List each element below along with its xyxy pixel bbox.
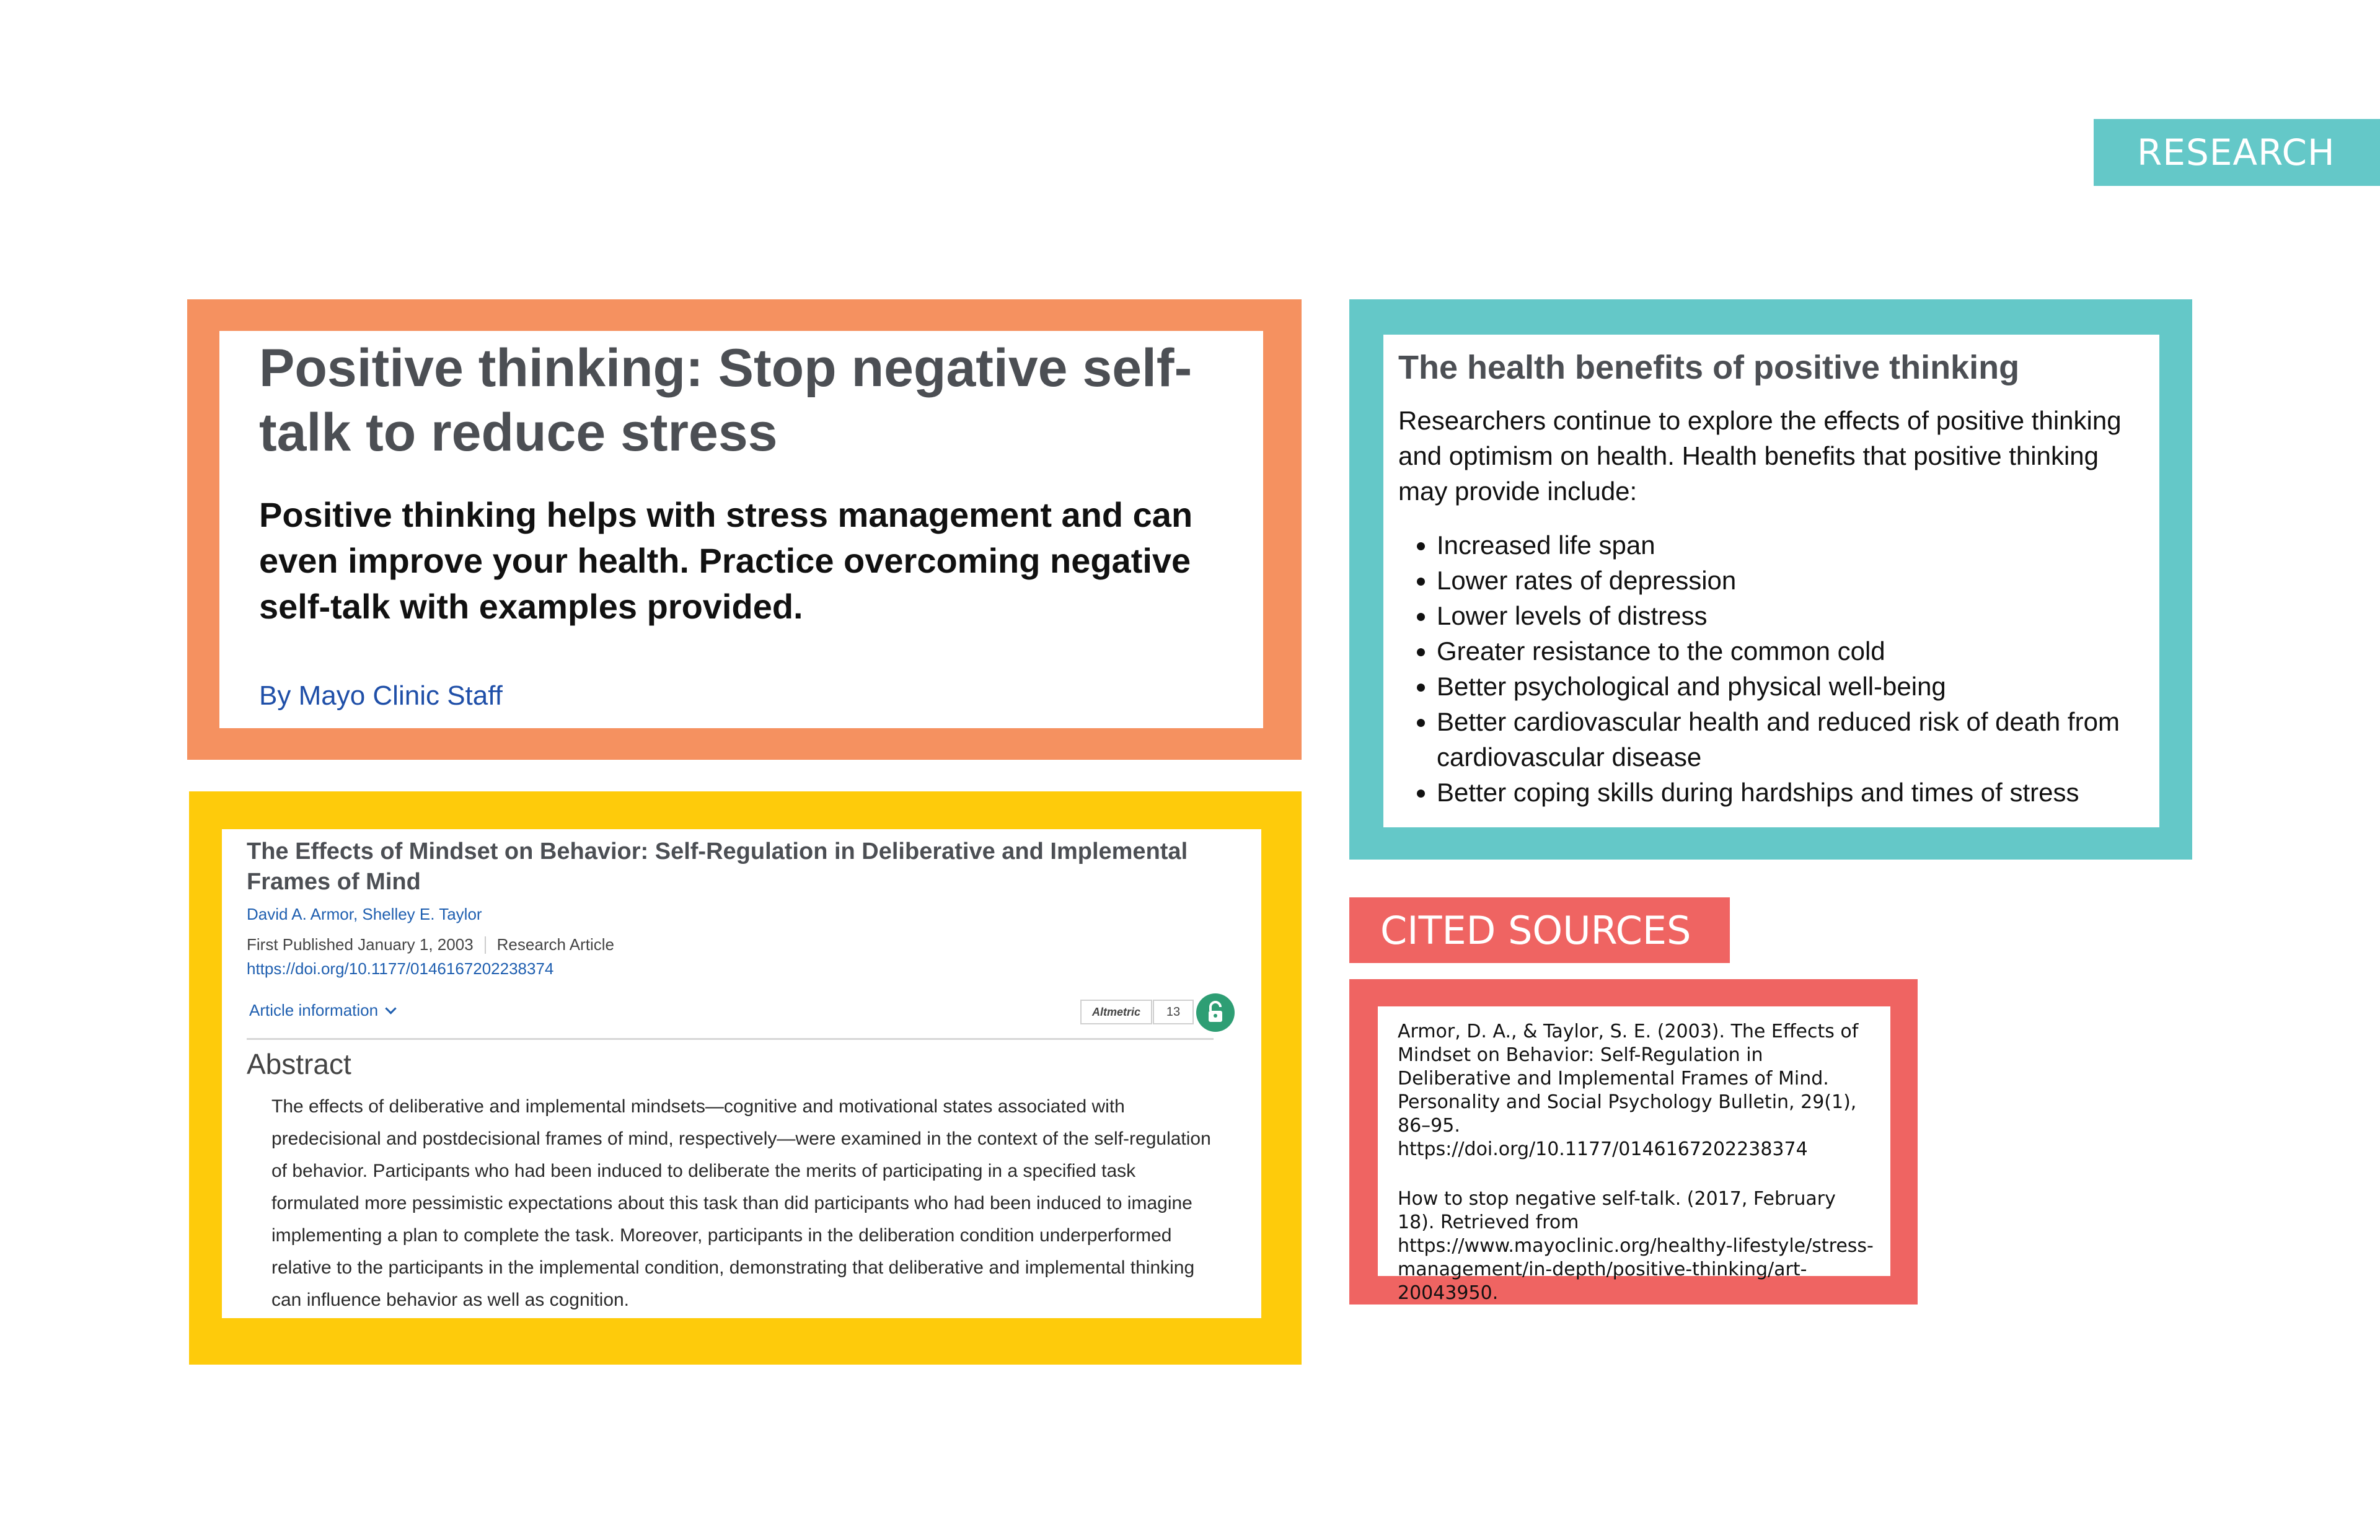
cited-sources-tag: CITED SOURCES <box>1349 897 1730 963</box>
paper-meta <box>247 935 1236 954</box>
paper-authors-link[interactable]: David A. Armor, Shelley E. Taylor <box>247 905 482 923</box>
article-info-row <box>247 993 1236 1031</box>
article-information-toggle[interactable] <box>249 1001 395 1020</box>
citations-card <box>1378 1006 1890 1304</box>
health-benefits-intro: Researchers continue to explore the effects of positive thinking and optimism on health. Health benefits that positive thinking may provide include: <box>1398 406 2122 506</box>
article-type: Research Article <box>496 935 614 954</box>
health-benefits-heading: The health benefits of positive thinking <box>1398 349 2020 386</box>
citation-item <box>1398 1187 1874 1305</box>
benefit-item: • Better coping skills during hardships and times of stress <box>1437 775 2141 810</box>
abstract-heading: Abstract <box>247 1048 351 1080</box>
published-date: First Published January 1, 2003 <box>247 935 474 954</box>
benefit-item: • Lower levels of distress <box>1437 598 2141 633</box>
benefit-item: • Lower rates of depression <box>1437 563 2141 598</box>
article-information-label: Article information <box>249 1001 379 1019</box>
chevron-down-icon <box>385 1003 396 1014</box>
paper-card <box>222 829 1261 1318</box>
meta-divider <box>485 936 486 954</box>
mayo-article-subtitle: Positive thinking helps with stress management and can even improve your health. Practice overcoming negative self-talk with examples provided. <box>259 495 1193 626</box>
paper-title: The Effects of Mindset on Behavior: Self-Regulation in Deliberative and Implemental Frames of Mind <box>247 838 1188 895</box>
citation-text: How to stop negative self-talk. (2017, February 18). Retrieved from https://www.mayoclinic.org/healthy-lifestyle/stress-management/in-depth/positive-thinking/art-20043950. <box>1398 1188 1874 1304</box>
research-tag: RESEARCH <box>2094 119 2380 186</box>
altmetric-count: 13 <box>1153 1000 1194 1024</box>
mayo-article-card <box>219 331 1263 728</box>
mayo-article-title: Positive thinking: Stop negative self-talk to reduce stress <box>259 338 1192 462</box>
benefit-item: • Increased life span <box>1437 527 2141 563</box>
doi-link[interactable]: https://doi.org/10.1177/0146167202238374 <box>247 959 554 978</box>
benefit-item: • Better cardiovascular health and reduced risk of death from cardiovascular disease <box>1437 704 2141 775</box>
mayo-byline-link[interactable]: By Mayo Clinic Staff <box>259 680 503 711</box>
benefit-item: • Better psychological and physical well-being <box>1437 669 2141 704</box>
open-access-lock-icon <box>1196 993 1235 1032</box>
divider <box>247 1038 1214 1040</box>
benefit-item: • Greater resistance to the common cold <box>1437 633 2141 669</box>
benefit-list <box>1398 527 2141 810</box>
citation-item <box>1398 1020 1874 1161</box>
abstract-text: The effects of deliberative and implemental mindsets—cognitive and motivational states associated with predecisional and postdecisional frames of mind, respectively—were examined in the context of the self-regulation of behavior. Participants who had been induced to deliberate the merits of participating in a specified task formulated more pessimistic expectations about this task than did participants who had been induced to imagine implementing a plan to complete the task. Moreover, participants in the deliberation condition underperformed relative to the participants in the implemental condition, demonstrating that deliberative and implemental thinking can influence behavior as well as cognition. <box>271 1096 1211 1310</box>
health-benefits-card <box>1383 335 2159 827</box>
altmetric-badge[interactable]: Altmetric <box>1080 1000 1152 1024</box>
citation-text: Armor, D. A., & Taylor, S. E. (2003). The Effects of Mindset on Behavior: Self-Regulation in Deliberative and Implemental Frames of Mind. Personality and Social Psychology Bulletin, 29(1), 86–95. https://doi.org/10.1177/0146167202238374 <box>1398 1021 1859 1160</box>
